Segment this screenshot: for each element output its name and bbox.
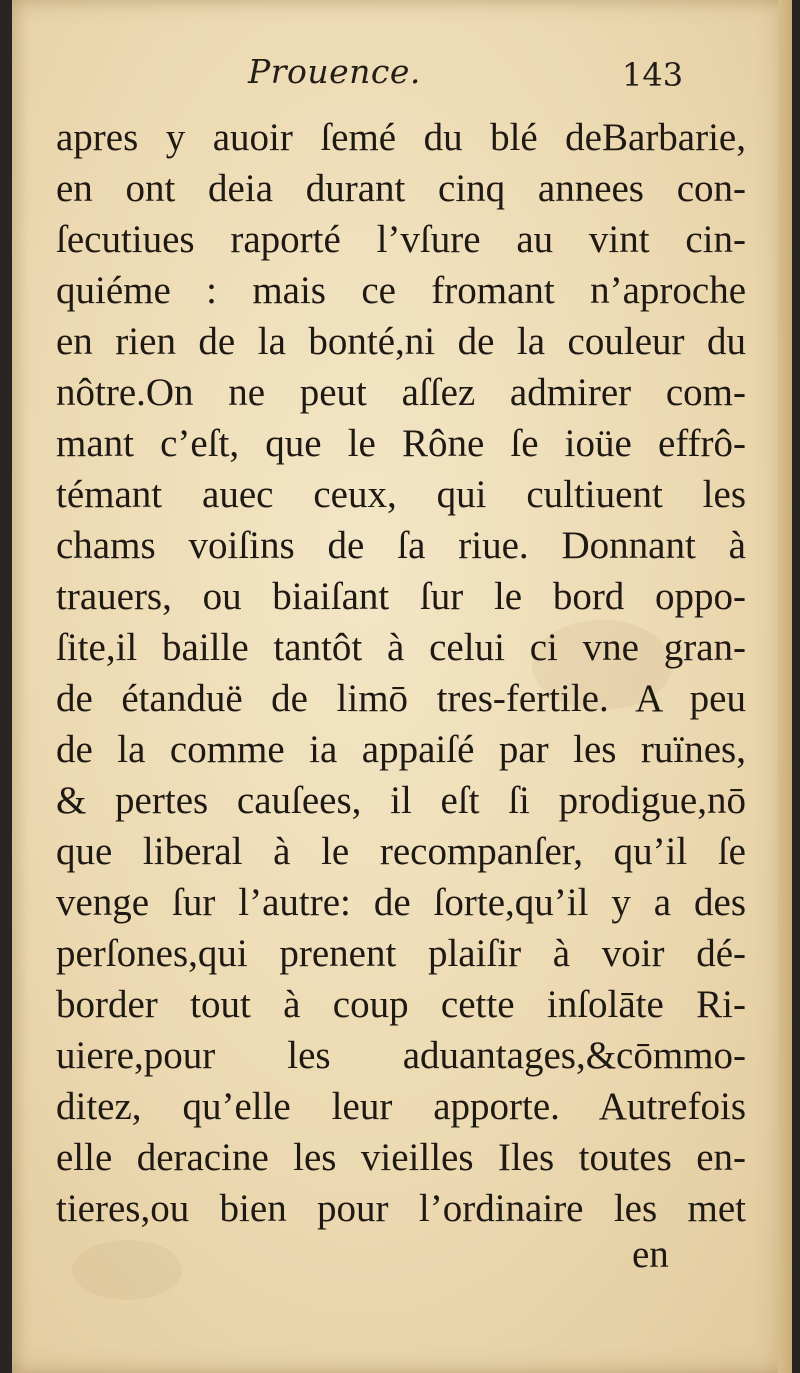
- text-line: apres y auoir ſemé du blé deBarbarie,: [56, 116, 746, 159]
- text-line: quiéme : mais ce fromant n’aproche: [56, 269, 746, 312]
- text-line: elle deracine les vieilles Iles toutes en-: [56, 1136, 746, 1179]
- text-line: trauers, ou biaiſant ſur le bord oppo-: [56, 575, 746, 618]
- page-edge: [778, 0, 792, 1373]
- main-text: [56, 112, 746, 1234]
- text-line: témant auec ceux, qui cultiuent les: [56, 473, 746, 516]
- text-line: que liberal à le recompanſer, qu’il ſe: [56, 830, 746, 873]
- text-line: tieres,ou bien pour l’ordinaire les met: [56, 1187, 746, 1230]
- text-line: ſecutiues raporté l’vſure au vint cin-: [56, 218, 746, 261]
- text-line: en ont deia durant cinq annees con-: [56, 167, 746, 210]
- text-line: nôtre.On ne peut aſſez admirer com-: [56, 371, 746, 414]
- running-title: Prouence.: [248, 52, 421, 91]
- text-line: uiere,pour les aduantages,&cōmmo-: [56, 1034, 746, 1077]
- text-line: ditez, qu’elle leur apporte. Autrefois: [56, 1085, 746, 1128]
- text-line: en rien de la bonté,ni de la couleur du: [56, 320, 746, 363]
- text-line: border tout à coup cette inſolāte Ri-: [56, 983, 746, 1026]
- text-line: de la comme ia appaiſé par les ruïnes,: [56, 728, 746, 771]
- catchword: en: [632, 1233, 669, 1276]
- text-line: ſite,il baille tantôt à celui ci vne gran-: [56, 626, 746, 669]
- text-line: de étanduë de limō tres-fertile. A peu: [56, 677, 746, 720]
- paper-stain: [72, 1240, 182, 1300]
- text-line: venge ſur l’autre: de ſorte,qu’il y a des: [56, 881, 746, 924]
- book-page: [12, 0, 792, 1373]
- text-line: chams voiſins de ſa riue. Donnant à: [56, 524, 746, 567]
- page-header: [12, 52, 792, 102]
- page-number: 143: [622, 56, 684, 94]
- text-line: mant c’eſt, que le Rône ſe ioüe effrô-: [56, 422, 746, 465]
- text-line: & pertes cauſees, il eſt ſi prodigue,nō: [56, 779, 746, 822]
- text-line: perſones,qui prenent plaiſir à voir dé-: [56, 932, 746, 975]
